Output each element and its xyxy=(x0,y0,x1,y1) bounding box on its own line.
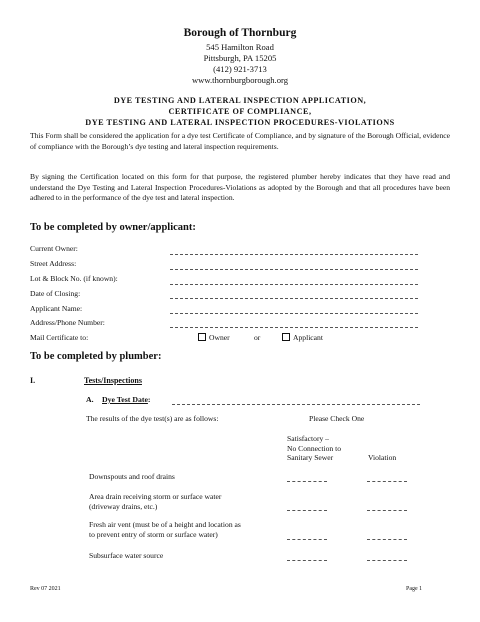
org-city: Pittsburgh, PA 15205 xyxy=(203,53,277,63)
or-text: or xyxy=(254,333,261,342)
form-title xyxy=(0,95,480,128)
street-address-label: Street Address: xyxy=(30,259,77,268)
current-owner-label: Current Owner: xyxy=(30,244,78,253)
table-row xyxy=(89,492,221,511)
mail-owner-option[interactable] xyxy=(198,333,230,342)
dye-test-date-field[interactable] xyxy=(172,404,420,405)
table-row xyxy=(89,551,163,561)
satisfactory-header-line2: No Connection to xyxy=(287,443,341,453)
area-drain-satisfactory-blank[interactable] xyxy=(287,510,327,511)
dye-test-date-label xyxy=(102,395,151,404)
lot-block-label: Lot & Block No. (if known): xyxy=(30,274,118,283)
fresh-air-vent-satisfactory-blank[interactable] xyxy=(287,539,327,540)
row-label-line1: Subsurface water source xyxy=(89,551,164,560)
row-label-line2: to prevent entry of storm or surface water) xyxy=(89,529,218,539)
downspouts-satisfactory-blank[interactable] xyxy=(287,481,327,482)
org-street: 545 Hamilton Road xyxy=(206,42,274,52)
fresh-air-vent-violation-blank[interactable] xyxy=(367,539,407,540)
table-row xyxy=(89,520,241,539)
satisfactory-column-header xyxy=(287,434,341,463)
revision-label: Rev 07 2021 xyxy=(30,586,61,592)
date-of-closing-label: Date of Closing: xyxy=(30,289,81,298)
org-name: Borough of Thornburg xyxy=(183,27,297,39)
applicant-option-label: Applicant xyxy=(293,333,323,342)
certification-paragraph: By signing the Certification located on this form for that purpose, the registered plumber hereby indicates that they have read and understand the Dye Testing and Lateral Inspection Procedures-Violations as adopted by the Borough and that all procedures have been adhered to in the performance of the dye test and lateral inspection. xyxy=(30,172,450,203)
form-title-line3: DYE TESTING AND LATERAL INSPECTION PROCEDURES-VIOLATIONS xyxy=(85,118,395,127)
form-title-line2: CERTIFICATE OF COMPLIANCE, xyxy=(168,107,312,116)
subsurface-satisfactory-blank[interactable] xyxy=(287,560,327,561)
form-title-line1: DYE TESTING AND LATERAL INSPECTION APPLICATION, xyxy=(113,96,367,105)
area-drain-violation-blank[interactable] xyxy=(367,510,407,511)
section-roman-numeral: I. xyxy=(30,376,36,385)
street-address-field[interactable] xyxy=(170,269,418,270)
applicant-name-field[interactable] xyxy=(170,313,418,314)
lot-block-field[interactable] xyxy=(170,284,418,285)
intro-paragraph: This Form shall be considered the application for a dye test Certificate of Compliance, and by signature of the Borough Official, evidence of compliance with the Borough’s dye testing and lateral inspection requirements. xyxy=(30,131,450,151)
address-phone-label: Address/Phone Number: xyxy=(30,318,105,327)
mail-applicant-option[interactable] xyxy=(282,333,323,342)
satisfactory-header-line3: Sanitary Sewer xyxy=(287,453,334,463)
owner-option-label: Owner xyxy=(209,333,230,342)
downspouts-violation-blank[interactable] xyxy=(367,481,407,482)
address-phone-field[interactable] xyxy=(170,327,418,328)
dye-test-date-colon: : xyxy=(147,395,151,404)
page-number: Page 1 xyxy=(406,586,423,592)
satisfactory-header-line1: Satisfactory – xyxy=(287,434,329,443)
subsurface-violation-blank[interactable] xyxy=(367,560,407,561)
row-label-line1: Area drain receiving storm or surface water xyxy=(89,492,222,501)
results-intro-text: The results of the dye test(s) are as follows: xyxy=(86,414,219,423)
mail-certificate-label: Mail Certificate to: xyxy=(30,333,89,342)
org-website: www.thornburgborough.org xyxy=(191,75,289,85)
table-row xyxy=(89,472,175,482)
dye-test-date-label-text: Dye Test Date xyxy=(102,395,148,404)
row-label-line1: Fresh air vent (must be of a height and location as xyxy=(89,520,241,529)
owner-checkbox[interactable] xyxy=(198,333,206,341)
plumber-section-heading: To be completed by plumber: xyxy=(30,351,162,362)
owner-section-heading: To be completed by owner/applicant: xyxy=(30,222,196,233)
row-label-line1: Downspouts and roof drains xyxy=(89,472,175,481)
check-one-label: Please Check One xyxy=(309,414,365,423)
current-owner-field[interactable] xyxy=(170,254,418,255)
violation-column-header: Violation xyxy=(368,453,397,462)
date-of-closing-field[interactable] xyxy=(170,298,418,299)
applicant-checkbox[interactable] xyxy=(282,333,290,341)
applicant-name-label: Applicant Name: xyxy=(30,304,83,313)
item-a-letter: A. xyxy=(86,395,94,404)
row-label-line2: (driveway drains, etc.) xyxy=(89,501,158,511)
org-address-block xyxy=(0,42,480,86)
org-phone: (412) 921-3713 xyxy=(213,64,267,74)
tests-inspections-heading: Tests/Inspections xyxy=(84,376,142,385)
